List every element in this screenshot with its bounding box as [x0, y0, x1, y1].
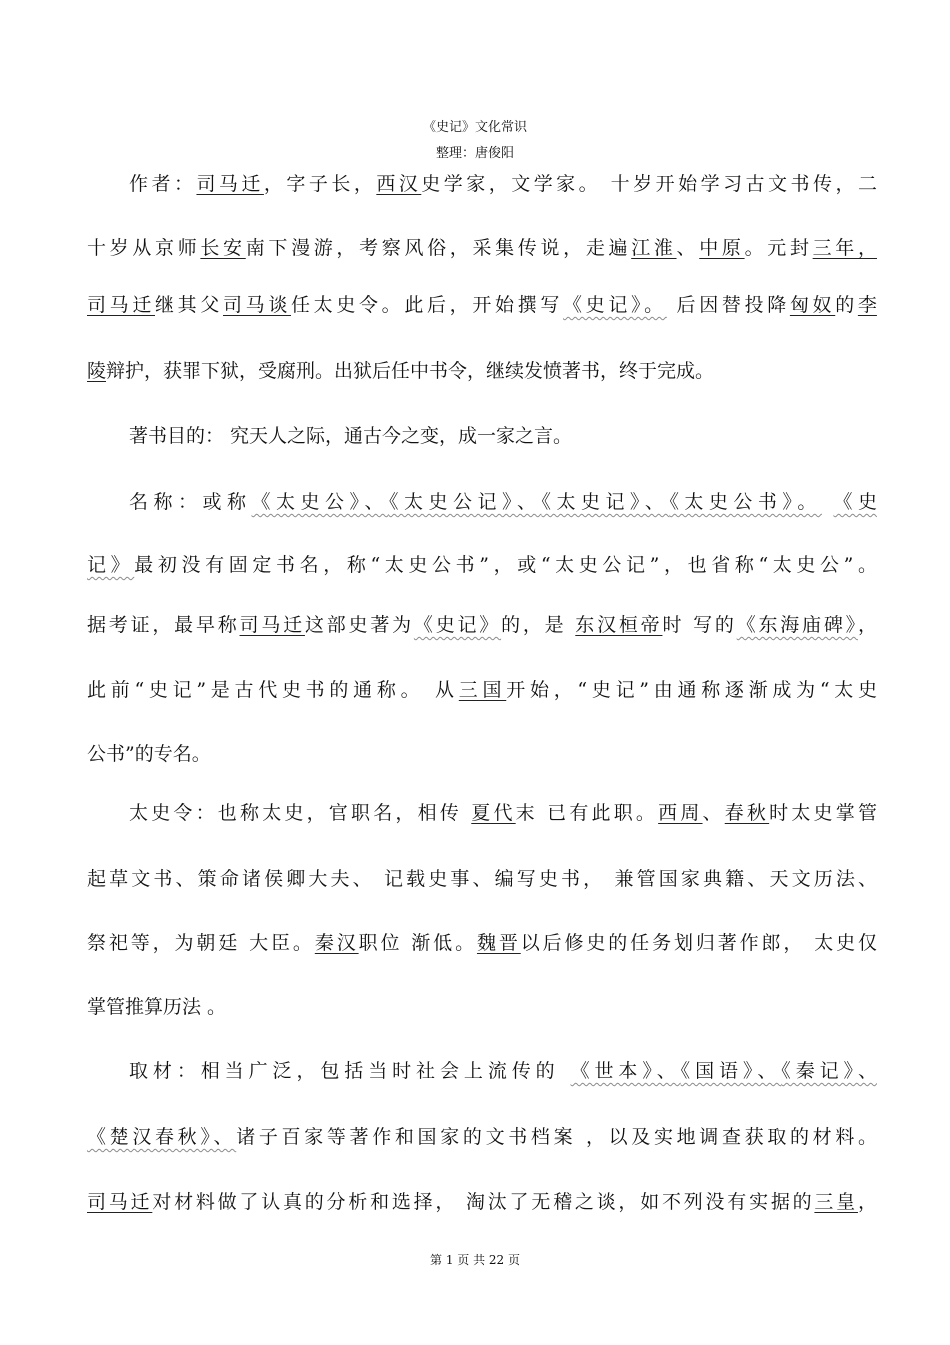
text-span: 祭祀等，为朝廷 大臣。: [87, 932, 315, 954]
text-line: [87, 1189, 877, 1215]
text-line: [87, 292, 877, 318]
book-title-span: 记》: [87, 554, 135, 576]
underlined-term: 春秋: [724, 802, 770, 824]
text-span: 这部史著为: [304, 614, 414, 636]
text-span: 、: [676, 237, 700, 259]
underlined-term: 秦汉: [314, 932, 359, 954]
text-span: 。元封: [744, 237, 813, 259]
text-span: ，字子长，: [263, 173, 377, 195]
text-span: 著书目的： 究天人之际，通古今之变，成一家之言。: [129, 425, 573, 447]
text-span: ，: [857, 1191, 877, 1213]
underlined-term: 司马谈: [223, 294, 291, 316]
text-span: 名称：或称: [129, 491, 252, 513]
text-line: [87, 741, 877, 767]
text-line: [87, 866, 877, 892]
text-span: 任太史令。此后，开始撰写: [291, 294, 563, 316]
underlined-term: 司马迁: [239, 614, 305, 636]
underlined-term: 三国: [458, 679, 507, 701]
text-line: [87, 552, 877, 578]
text-span: 诸子百家等著作和国家的文书档案 ，以及实地调查获取的材料。: [236, 1126, 877, 1148]
text-line: [129, 171, 877, 197]
text-span: 作者：: [129, 173, 197, 195]
book-title-span: 《太史公记》、: [388, 491, 542, 513]
text-span: 以后修史的任务划归著作郎， 太史仅: [520, 932, 877, 954]
text-span: 史学家，文学家。 十岁开始学习古文书传，二: [421, 173, 877, 195]
text-span: 起草文书、策命诸侯卿大夫、 记载史事、编写史书， 兼管国家典籍、天文历法、: [87, 868, 877, 890]
underlined-term: 司马迁: [87, 294, 155, 316]
underlined-term: 司马迁: [196, 173, 264, 195]
book-title-span: 《世本》、: [570, 1060, 681, 1082]
text-span: 取材：相当广泛，包括当时社会上流传的: [129, 1060, 571, 1082]
text-span: 辩护，获罪下狱，受腐刑。出狱后任中书令，继续发愤著书，终于完成。: [106, 360, 715, 382]
book-title-span: 《楚汉春秋》、: [87, 1126, 237, 1148]
document-title: 《史记》文化常识: [422, 120, 527, 135]
text-span: 最初没有固定书名，称“太史公书”，或“太史公记”，也省称“太史公”。: [134, 554, 877, 576]
text-span: ，: [857, 614, 877, 636]
text-line: [87, 612, 877, 638]
text-span: 的，是: [501, 614, 576, 636]
book-title-span: 《史记》。: [563, 294, 667, 316]
text-span: 末 已有此职。: [515, 802, 659, 824]
text-span: [822, 491, 834, 513]
text-span: 据考证，最早称: [87, 614, 240, 636]
text-line: [129, 489, 877, 515]
text-span: 太史令：也称太史，官职名，相传: [129, 802, 472, 824]
text-span: 十岁从京师: [87, 237, 201, 259]
underlined-term: 李: [857, 294, 877, 316]
text-span: 的: [835, 294, 858, 316]
text-span: 时 写的: [662, 614, 737, 636]
text-line: [87, 235, 877, 261]
book-title-span: 《东海庙碑》: [736, 614, 858, 636]
text-line: [87, 358, 877, 384]
underlined-term: 东汉桓帝: [575, 614, 663, 636]
underlined-term: 三年，: [812, 237, 877, 259]
text-span: 时太史掌管: [769, 802, 877, 824]
underlined-term: 夏代: [471, 802, 516, 824]
text-span: 开始，“史记”由通称逐渐成为“太史: [506, 679, 877, 701]
text-line: [129, 800, 877, 826]
underlined-term: 匈奴: [789, 294, 836, 316]
text-line: [87, 1124, 877, 1150]
document-editor: 整理：唐俊阳: [435, 146, 514, 161]
text-span: 后因替投降: [666, 294, 790, 316]
text-span: 对材料做了认真的分析和选择， 淘汰了无稽之谈，如不列没有实据的: [152, 1191, 815, 1213]
underlined-term: 西周: [658, 802, 703, 824]
page-footer: 第 1 页 共 22 页: [430, 1253, 520, 1267]
book-title-span: 《史: [833, 491, 877, 513]
underlined-term: 长安: [200, 237, 246, 259]
text-span: 继其父: [155, 294, 223, 316]
text-line: [87, 930, 877, 956]
text-span: 此前“史记”是古代史书的通称。 从: [87, 679, 459, 701]
underlined-term: 西汉: [376, 173, 422, 195]
text-line: [87, 994, 877, 1020]
book-title-span: 《太史公书》。: [669, 491, 822, 513]
underlined-term: 司马迁: [87, 1191, 153, 1213]
book-title-span: 《秦记》、: [781, 1060, 877, 1082]
underlined-term: 中原: [699, 237, 745, 259]
underlined-term: 魏晋: [476, 932, 521, 954]
text-span: 、: [702, 802, 725, 824]
book-title-span: 《史记》: [413, 614, 502, 636]
book-title-span: 《太史记》、: [541, 491, 670, 513]
underlined-term: 江淮: [631, 237, 677, 259]
text-line: [129, 423, 877, 449]
text-line: [87, 677, 877, 703]
book-title-span: 《太史公》、: [251, 491, 389, 513]
text-line: [129, 1058, 877, 1084]
text-span: 公书”的专名。: [87, 743, 211, 765]
text-span: 掌管推算历法 。: [87, 996, 227, 1018]
underlined-term: 陵: [87, 360, 107, 382]
book-title-span: 《国语》、: [680, 1060, 782, 1082]
underlined-term: 三皇: [814, 1191, 858, 1213]
text-span: 职位 渐低。: [358, 932, 477, 954]
text-span: 南下漫游，考察风俗，采集传说，走遍: [245, 237, 632, 259]
